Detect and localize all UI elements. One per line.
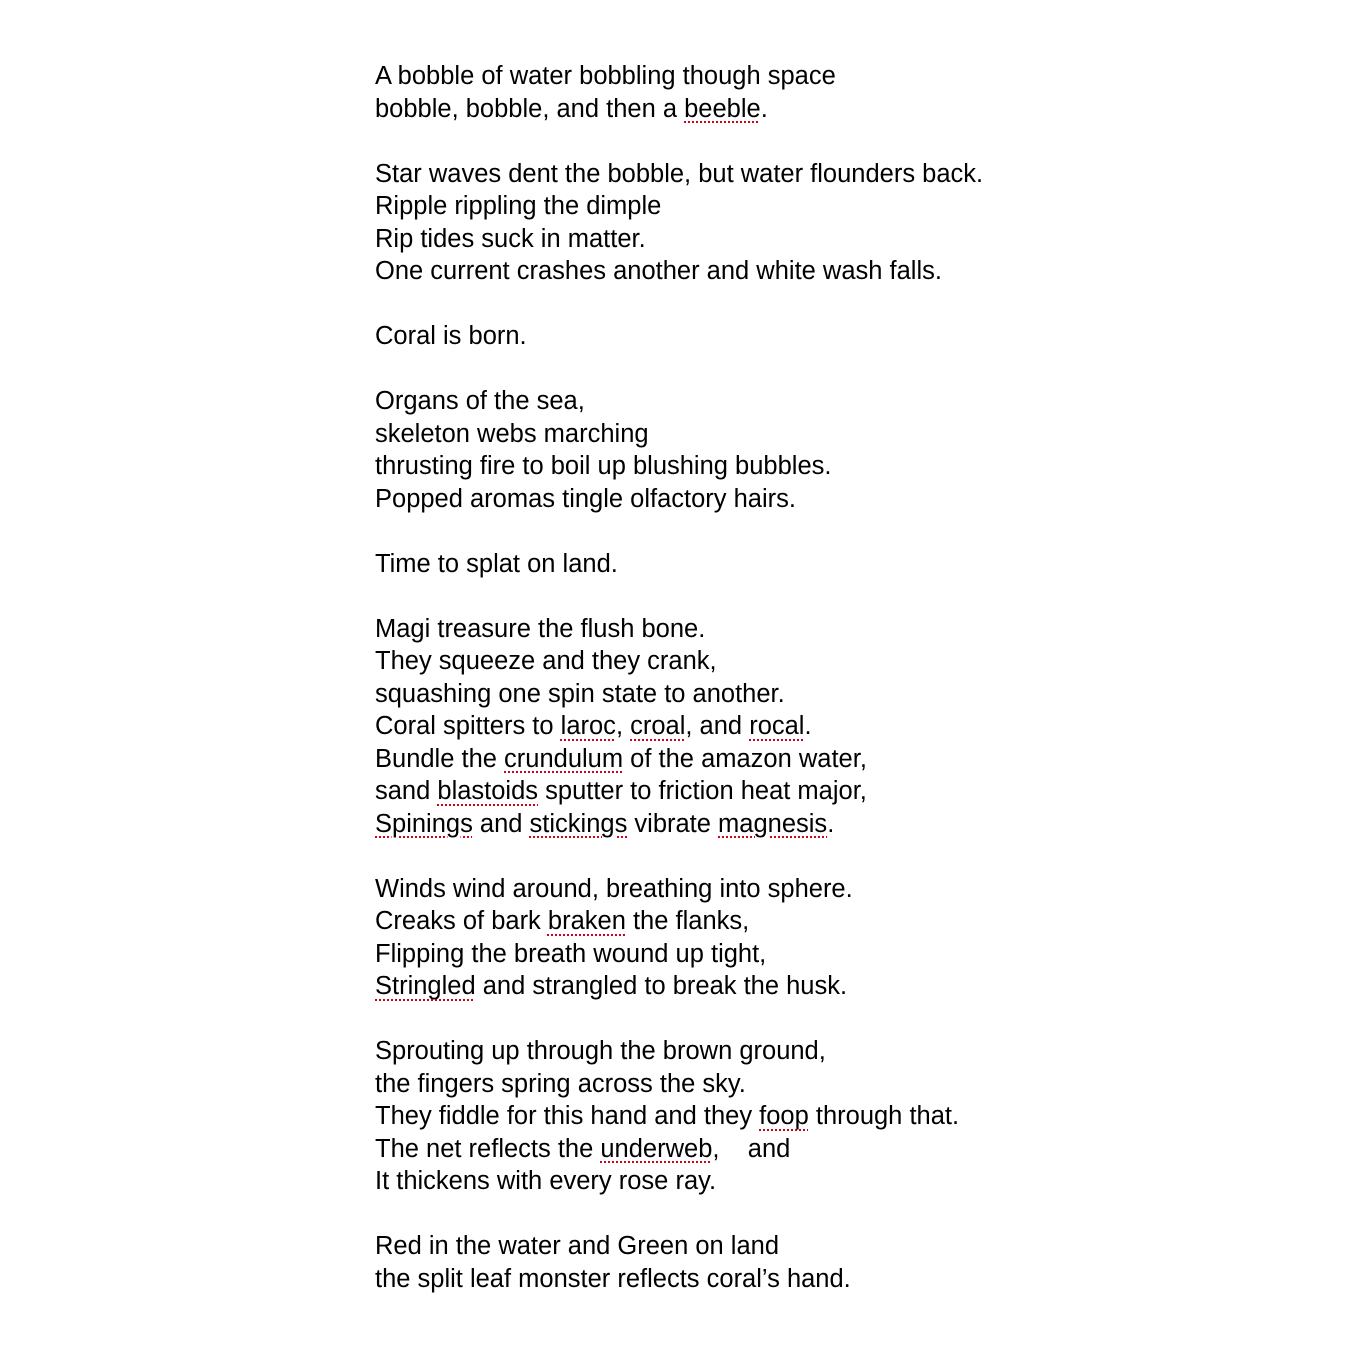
poem-stanza (375, 60, 1315, 125)
text-segment: They fiddle for this hand and they (375, 1102, 760, 1130)
text-segment: through that. (808, 1102, 960, 1130)
poem-line (375, 320, 1315, 353)
text-segment: Magi treasure the flush bone. (375, 614, 706, 643)
poem-line (375, 93, 1315, 126)
poem-stanza (375, 1230, 1315, 1295)
poem-line (375, 873, 1315, 906)
poem-line (375, 60, 1315, 93)
poem-line (375, 1068, 1315, 1101)
misspelled-word: croal (630, 712, 686, 740)
misspelled-word: magnesis (718, 809, 828, 838)
text-segment: and strangled to break the husk. (475, 972, 848, 1000)
poem-stanza (375, 385, 1315, 515)
misspelled-word: crundulum (504, 744, 624, 773)
text-segment: Popped aromas tingle olfactory hairs. (375, 484, 796, 513)
text-segment: thrusting fire to boil up blushing bubbles. (375, 452, 832, 480)
poem-line (375, 385, 1315, 418)
poem-line (375, 1100, 1315, 1133)
text-segment: A bobble of water bobbling though space (375, 62, 836, 90)
poem-document (375, 60, 1315, 1295)
poem-line (375, 1133, 1315, 1166)
text-segment: . (827, 809, 835, 838)
poem-line (375, 190, 1315, 223)
poem-line (375, 905, 1315, 938)
text-segment: sand (375, 777, 438, 805)
poem-stanza (375, 158, 1315, 288)
text-segment: , and (685, 712, 750, 740)
misspelled-word: foop (759, 1102, 809, 1130)
poem-stanza (375, 1035, 1315, 1198)
misspelled-word: Spinings (375, 809, 473, 838)
text-segment: Creaks of bark (375, 907, 548, 935)
misspelled-word: stickings (529, 809, 628, 838)
poem-line (375, 1035, 1315, 1068)
misspelled-word: underweb (600, 1134, 713, 1163)
text-segment: Star waves dent the bobble, but water flounders back. (375, 159, 984, 188)
text-segment: Time to splat on land. (375, 549, 618, 578)
poem-stanza (375, 873, 1315, 1003)
poem-line (375, 1165, 1315, 1198)
text-segment: and (472, 809, 530, 838)
misspelled-word: blastoids (437, 777, 539, 805)
poem-line (375, 710, 1315, 743)
poem-line (375, 1263, 1315, 1296)
poem-line (375, 158, 1315, 191)
text-segment: Organs of the sea, (375, 387, 585, 415)
poem-stanza (375, 548, 1315, 581)
text-segment: Bundle the (375, 744, 505, 773)
text-segment: . (760, 94, 768, 123)
poem-line (375, 743, 1315, 776)
poem-line (375, 938, 1315, 971)
text-segment: Ripple rippling the dimple (375, 192, 662, 220)
text-segment: The net reflects the (375, 1134, 601, 1163)
text-segment: . (804, 712, 812, 740)
poem-stanza (375, 613, 1315, 841)
poem-line (375, 418, 1315, 451)
poem-line (375, 548, 1315, 581)
text-segment: of the amazon water, (623, 744, 867, 773)
text-segment: the split leaf monster reflects coral’s hand. (375, 1264, 851, 1293)
poem-stanza (375, 320, 1315, 353)
text-segment: Sprouting up through the brown ground, (375, 1037, 826, 1065)
text-segment: Coral is born. (375, 322, 527, 350)
text-segment: Rip tides suck in matter. (375, 224, 646, 253)
misspelled-word: beeble (684, 94, 761, 123)
text-segment: Red in the water and Green on land (375, 1232, 780, 1260)
misspelled-word: laroc (560, 712, 616, 740)
text-segment: the flanks, (625, 907, 750, 935)
text-segment: , (615, 712, 631, 740)
poem-line (375, 808, 1315, 841)
poem-line (375, 645, 1315, 678)
poem-line (375, 775, 1315, 808)
poem-line (375, 970, 1315, 1003)
poem-line (375, 223, 1315, 256)
text-segment: vibrate (627, 809, 719, 838)
text-segment: bobble, bobble, and then a (375, 94, 685, 123)
poem-line (375, 255, 1315, 288)
poem-line (375, 450, 1315, 483)
misspelled-word: braken (547, 907, 626, 935)
text-segment: the fingers spring across the sky. (375, 1069, 746, 1098)
text-segment: squashing one spin state to another. (375, 679, 785, 708)
text-segment: Flipping the breath wound up tight, (375, 939, 767, 968)
misspelled-word: Stringled (375, 972, 476, 1000)
poem-line (375, 678, 1315, 711)
text-segment: skeleton webs marching (375, 419, 649, 448)
text-segment: They squeeze and they crank, (375, 647, 717, 675)
text-segment: , and (712, 1134, 791, 1163)
misspelled-word: rocal (749, 712, 805, 740)
poem-line (375, 483, 1315, 516)
text-segment: One current crashes another and white wash falls. (375, 257, 942, 285)
text-segment: Coral spitters to (375, 712, 561, 740)
text-segment: sputter to friction heat major, (538, 777, 867, 805)
text-segment: Winds wind around, breathing into sphere. (375, 874, 853, 903)
text-segment: It thickens with every rose ray. (375, 1167, 717, 1195)
poem-line (375, 613, 1315, 646)
poem-line (375, 1230, 1315, 1263)
